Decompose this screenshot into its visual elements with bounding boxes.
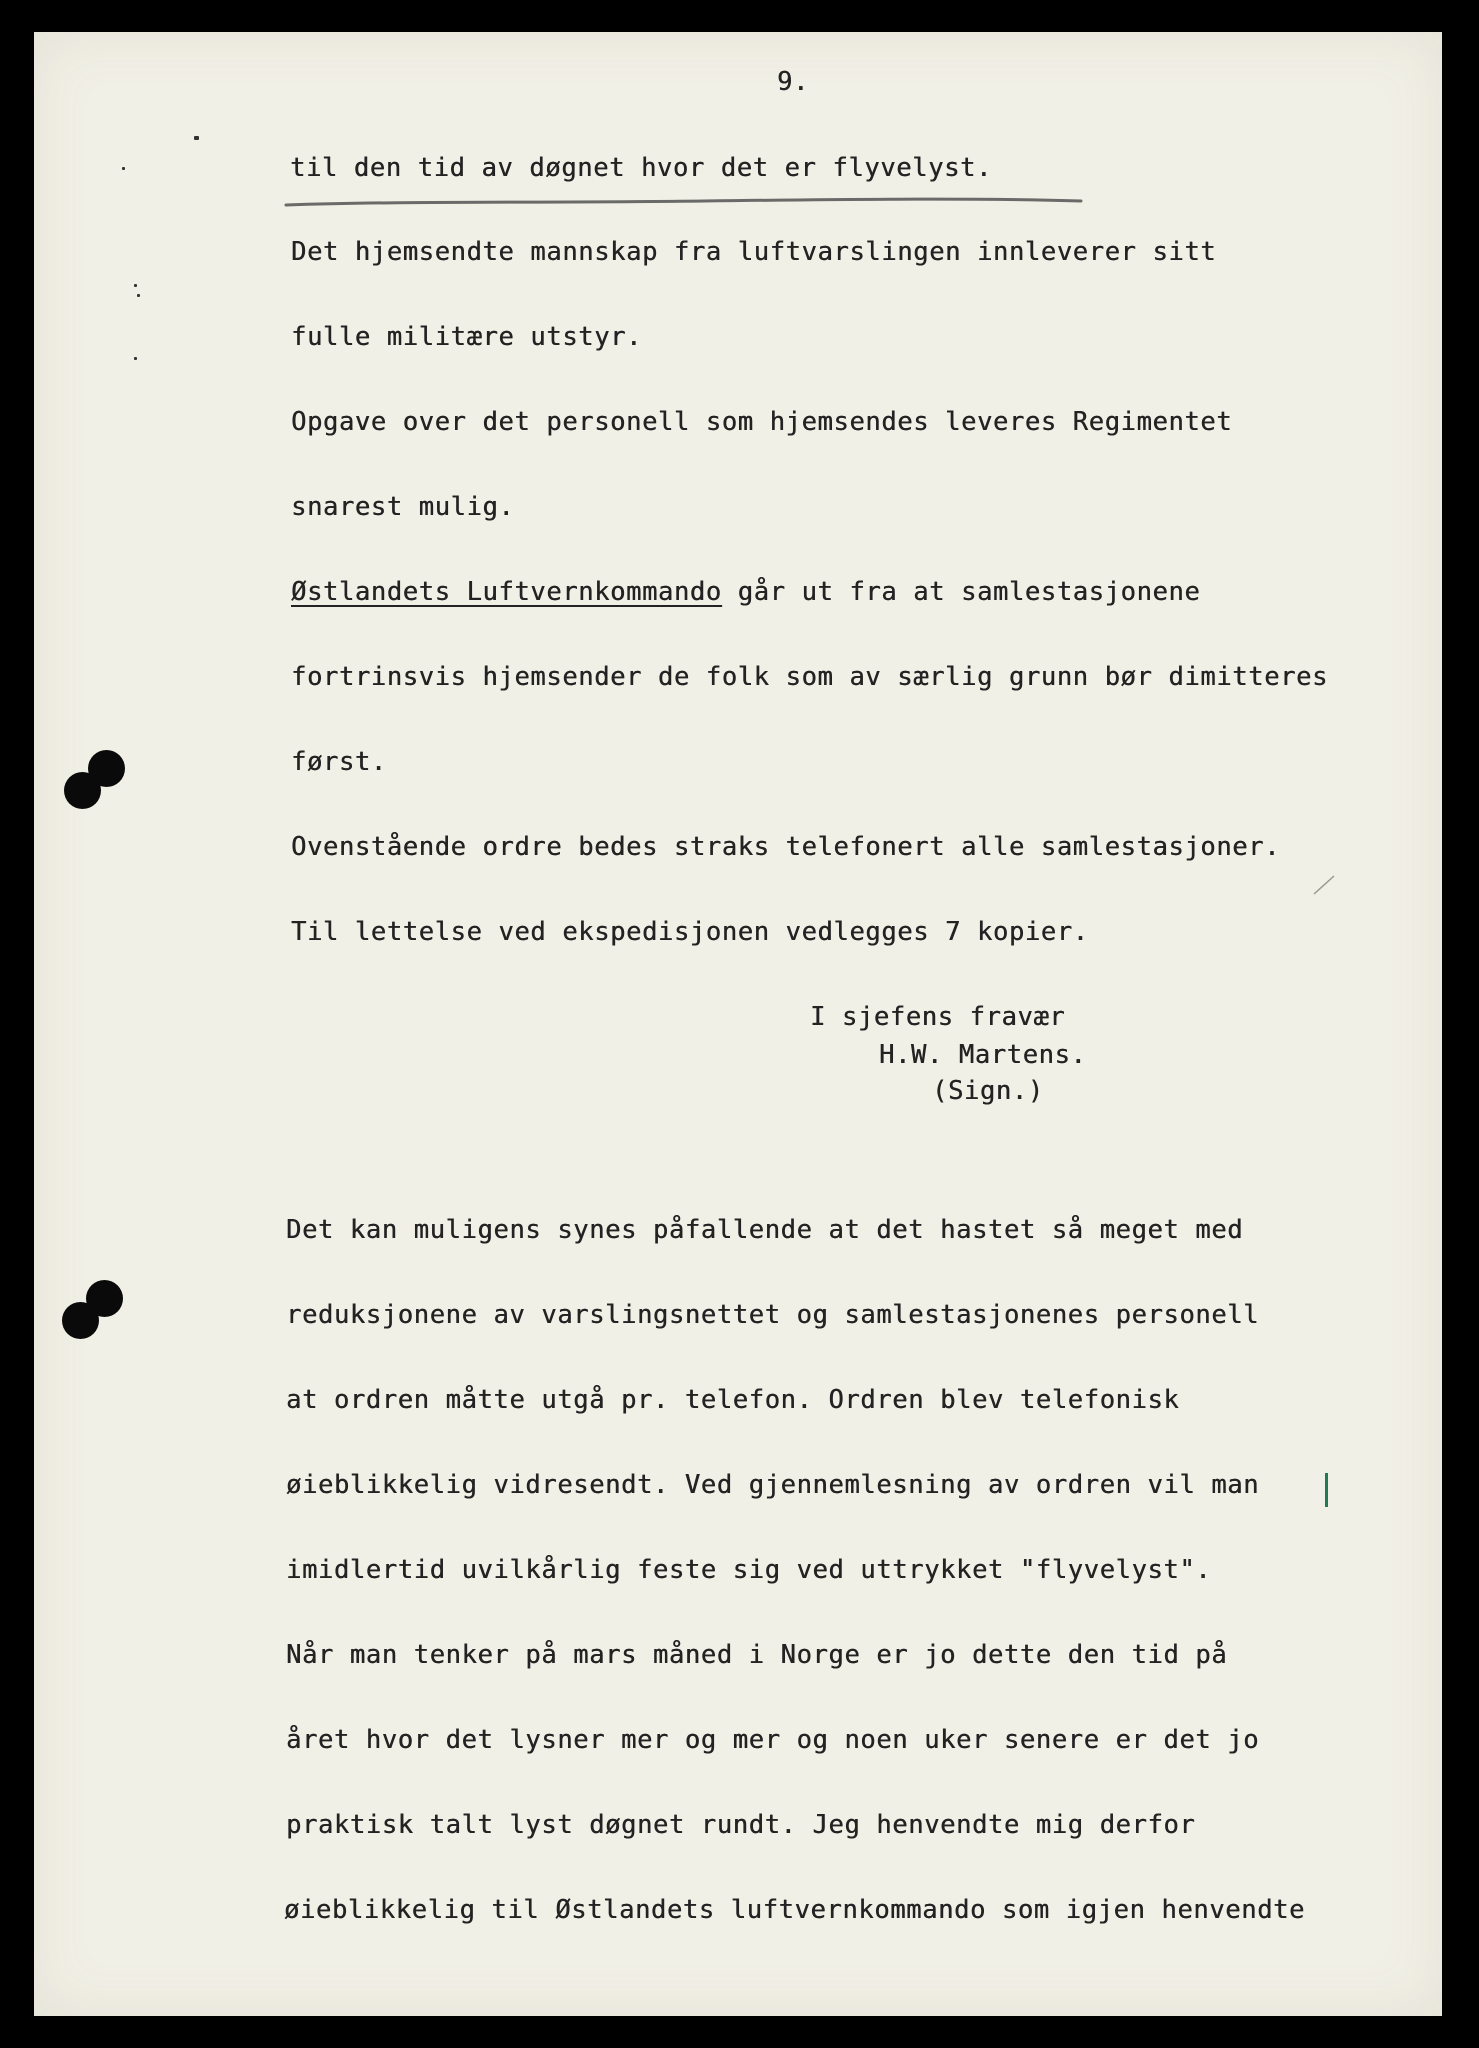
signature-note: (Sign.) — [932, 1076, 1044, 1106]
margin-mark — [134, 357, 137, 360]
margin-mark — [137, 294, 140, 297]
punch-hole — [64, 750, 134, 810]
page-number: 9. — [777, 67, 809, 97]
correction-mark — [1325, 1473, 1328, 1507]
text-line: Det kan muligens synes påfallende at det hastet så meget med — [286, 1215, 1244, 1245]
text-line: året hvor det lysner mer og mer og noen uker senere er det jo — [286, 1725, 1260, 1755]
text-line: øieblikkelig til Østlandets luftvernkommando som igjen henvendte — [284, 1895, 1305, 1925]
document-page — [34, 32, 1442, 2016]
punch-hole — [62, 1280, 132, 1340]
text-line-rest: går ut fra at samlestasjonene — [721, 577, 1201, 607]
pen-stroke — [1312, 874, 1336, 896]
margin-mark — [122, 167, 125, 170]
underlined-unit-name: Østlandets Luftvernkommando — [291, 577, 722, 607]
text-line: Opgave over det personell som hjemsendes leveres Regimentet — [291, 407, 1233, 437]
margin-mark — [134, 284, 137, 287]
text-line — [291, 577, 1201, 607]
signature-line: I sjefens fravær — [810, 1002, 1066, 1032]
text-line: øieblikkelig vidresendt. Ved gjennemlesning av ordren vil man — [286, 1470, 1260, 1500]
text-line: først. — [291, 747, 387, 777]
text-line: fulle militære utstyr. — [291, 322, 642, 352]
text-line: Til lettelse ved ekspedisjonen vedlegges 7 kopier. — [291, 917, 1089, 947]
text-line: reduksjonene av varslingsnettet og samlestasjonenes personell — [286, 1300, 1260, 1330]
signature-name: H.W. Martens. — [879, 1040, 1087, 1070]
text-line: imidlertid uvilkårlig feste sig ved uttrykket "flyvelyst". — [286, 1555, 1212, 1585]
text-line: Når man tenker på mars måned i Norge er jo dette den tid på — [286, 1640, 1228, 1670]
margin-mark — [194, 136, 199, 140]
text-line: fortrinsvis hjemsender de folk som av særlig grunn bør dimitteres — [291, 662, 1328, 692]
text-line: at ordren måtte utgå pr. telefon. Ordren blev telefonisk — [286, 1385, 1180, 1415]
text-line: til den tid av døgnet hvor det er flyvelyst. — [290, 153, 992, 183]
text-line: Ovenstående ordre bedes straks telefonert alle samlestasjoner. — [291, 832, 1281, 862]
text-line: praktisk talt lyst døgnet rundt. Jeg henvendte mig derfor — [286, 1810, 1196, 1840]
text-line: Det hjemsendte mannskap fra luftvarslingen innleverer sitt — [291, 237, 1217, 267]
text-line: snarest mulig. — [291, 492, 515, 522]
pencil-underline — [284, 195, 1084, 215]
